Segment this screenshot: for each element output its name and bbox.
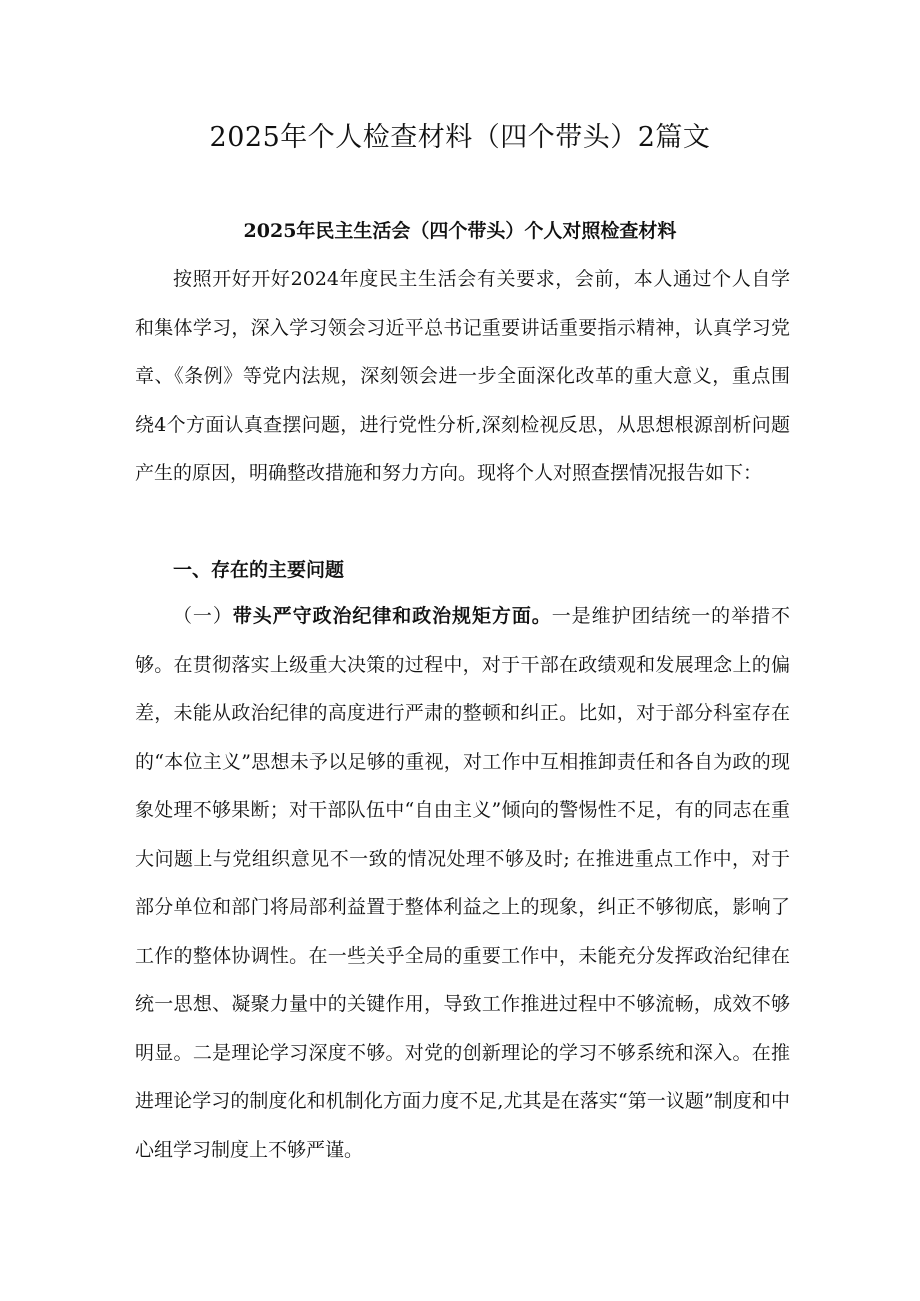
point-one-bold-lead: 带头严守政治纪律和政治规矩方面。 bbox=[232, 605, 552, 627]
document-subtitle: 2025年民主生活会（四个带头）个人对照检查材料 bbox=[243, 220, 677, 242]
point-one-body: 一是维护团结统一的举措不够。在贯彻落实上级重大决策的过程中，对于干部在政绩观和发展理念上的偏差，未能从政治纪律的高度进行严肃的整顿和纠正。比如，对于部分科室存在的“本位主义”思想未予以足够的重视，对工作中互相推卸责任和各自为政的现象处理不够果断；对干部队伍中“自由主义”倾向的警惕性不足，有的同志在重大问题上与党组织意见不一致的情况处理不够及时; 在推进重点工作中，对于部分单位和部门将局部利益置于整体利益之上的现象，纠正不够彻底，影响了工作的整体协调性。在一些关乎全局的重要工作中，未能充分发挥政治纪律在统一思想、凝聚力量中的关键作用，导致工作推进过程中不够流畅，成效不够明显。二是理论学习深度不够。对党的创新理论的学习不够系统和深入。在推进理论学习的制度化和机制化方面力度不足,尤其是在落实“第一议题”制度和中心组学习制度上不够严谨。 bbox=[135, 605, 790, 1161]
document-title: 2025年个人检查材料（四个带头）2篇文 bbox=[209, 122, 711, 153]
intro-paragraph: 按照开好开好2024年度民主生活会有关要求，会前，本人通过个人自学和集体学习，深入学习领会习近平总书记重要讲话重要指示精神，认真学习党章、《条例》等党内法规，深刻领会进一步全面深化改革的重大意义，重点围绕4个方面认真查摆问题，进行党性分析,深刻检视反思，从思想根源剖析问题产生的原因，明确整改措施和努力方向。现将个人对照查摆情况报告如下： bbox=[135, 268, 790, 484]
point-one-paragraph bbox=[135, 592, 790, 1174]
section-heading-main-problems: 一、存在的主要问题 bbox=[173, 559, 345, 581]
point-one-prefix: （一） bbox=[173, 605, 233, 627]
